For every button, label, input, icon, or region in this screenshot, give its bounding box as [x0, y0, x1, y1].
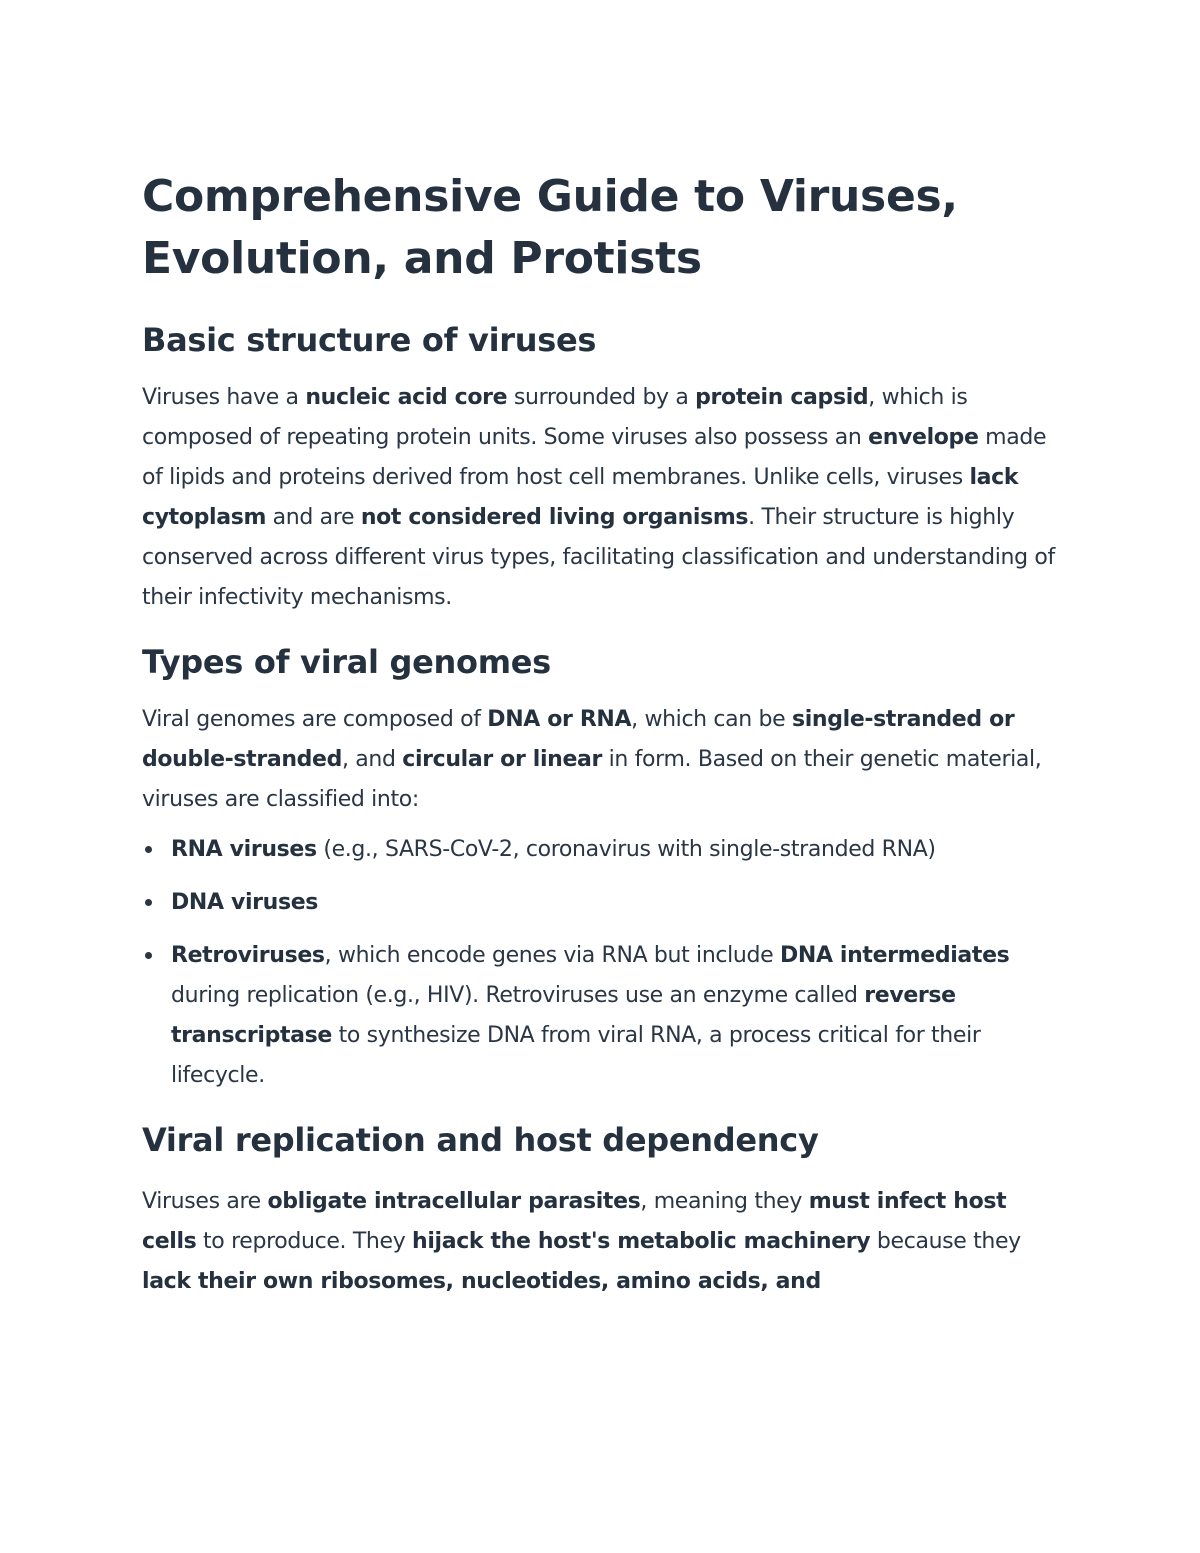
text-run: Viral genomes are composed of [142, 707, 488, 732]
text-run: made of lipids and proteins derived from host cell membranes. Unlike cells, viruses [142, 425, 1047, 490]
text-run: Viruses have a [142, 385, 306, 410]
bold-term: DNA viruses [171, 890, 319, 915]
document-page [142, 166, 1057, 1324]
bullet-icon [145, 899, 152, 906]
text-run: , which encode genes via RNA but include [324, 943, 780, 968]
paragraph-basic-structure [142, 378, 1057, 618]
bold-term: single-stranded or double-stranded [142, 707, 1015, 772]
text-run: , which can be [631, 707, 792, 732]
bold-term: hijack the host's metabolic machinery [412, 1229, 871, 1254]
bold-term: DNA or RNA [487, 707, 632, 732]
bold-term: not considered living organisms [360, 505, 749, 530]
text-run: in form. Based on their genetic material, viruses are classified into: [142, 747, 1042, 812]
text-run: , which is composed of repeating protein units. Some viruses also possess an [142, 385, 968, 450]
text-run: because they [870, 1229, 1021, 1254]
paragraph-viral-replication [142, 1182, 1057, 1302]
bold-term: obligate intracellular parasites [267, 1189, 641, 1214]
bold-term: protein capsid [695, 385, 869, 410]
bold-term: lack their own ribosomes, nucleotides, amino acids, and [142, 1269, 821, 1294]
text-run: to synthesize DNA from viral RNA, a process critical for their lifecycle. [171, 1023, 981, 1088]
bold-term: nucleic acid core [305, 385, 508, 410]
list-item [142, 936, 1057, 1096]
section-heading-basic-structure: Basic structure of viruses [142, 321, 597, 359]
virus-type-list [142, 830, 1057, 1096]
list-item [142, 883, 1057, 923]
document-title: Comprehensive Guide to Viruses, Evolution, and Protists [142, 171, 958, 284]
bullet-icon [145, 952, 152, 959]
text-run: Viruses are [142, 1189, 268, 1214]
bold-term: RNA viruses [171, 837, 317, 862]
bold-term: lack cytoplasm [142, 465, 1019, 530]
bullet-icon [145, 846, 152, 853]
section-heading-viral-genomes: Types of viral genomes [142, 643, 551, 681]
text-run: (e.g., SARS-CoV-2, coronavirus with single-stranded RNA) [316, 837, 936, 862]
list-item [142, 830, 1057, 870]
text-run: and are [266, 505, 361, 530]
bold-term: DNA intermediates [779, 943, 1010, 968]
section-heading-viral-replication: Viral replication and host dependency [142, 1121, 819, 1159]
bold-term: envelope [868, 425, 979, 450]
paragraph-viral-genomes [142, 700, 1057, 820]
text-run: to reproduce. They [196, 1229, 413, 1254]
text-run: surrounded by a [507, 385, 696, 410]
text-run: . Their structure is highly conserved across different virus types, facilitating classification and understanding of their infectivity mechanisms. [142, 505, 1055, 610]
bold-term: must infect host cells [142, 1189, 1007, 1254]
text-run: , meaning they [640, 1189, 809, 1214]
bold-term: circular or linear [402, 747, 603, 772]
bold-term: reverse transcriptase [171, 983, 956, 1048]
text-run: during replication (e.g., HIV). Retroviruses use an enzyme called [171, 983, 865, 1008]
text-run: , and [342, 747, 403, 772]
bold-term: Retroviruses [171, 943, 325, 968]
